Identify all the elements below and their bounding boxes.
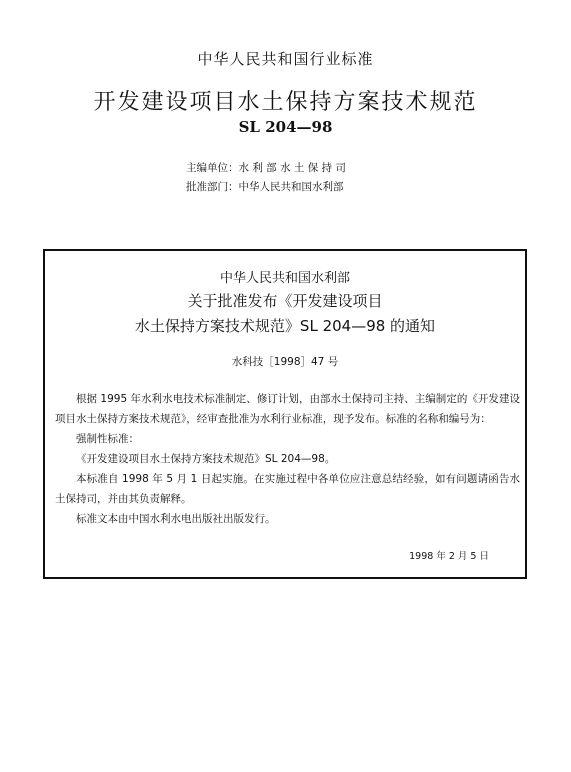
standard-title: 开发建设项目水土保持方案技术规范 <box>93 90 478 115</box>
notice-body <box>55 389 520 529</box>
notice-paragraph: 《开发建设项目水土保持方案技术规范》SL 204—98。 <box>76 453 336 465</box>
notice-date: 1998 年 2 月 5 日 <box>409 551 489 562</box>
notice-document-number: 水科技［1998］47 号 <box>231 356 339 368</box>
notice-box <box>43 249 527 579</box>
notice-issuer: 中华人民共和国水利部 <box>219 271 350 286</box>
notice-paragraph: 本标准自 1998 年 5 月 1 日起实施。在实施过程中各单位应注意总结经验，如有问题请函告水土保持司，并由其负责解释。 <box>55 473 520 505</box>
notice-paragraph: 标准文本由中国水利水电出版社出版发行。 <box>76 513 276 525</box>
notice-title-line2: 水土保持方案技术规范》SL 204—98 的通知 <box>134 317 436 335</box>
standard-category: 中华人民共和国行业标准 <box>197 50 374 68</box>
notice-paragraph: 强制性标准： <box>76 433 139 445</box>
approval-department: 批准部门：中华人民共和国水利部 <box>186 181 344 193</box>
notice-paragraph: 根据 1995 年水利水电技术标准制定、修订计划，由部水土保持司主持、主编制定的《开发建设项目水土保持方案技术规范》，经审查批准为水利行业标准，现予发布。标准的名称和编号为： <box>55 393 520 425</box>
notice-title-line1: 关于批准发布《开发建设项目 <box>187 292 383 310</box>
chief-editor-unit: 主编单位：水 利 部 水 土 保 持 司 <box>186 162 346 174</box>
standard-code: SL 204—98 <box>238 118 333 136</box>
